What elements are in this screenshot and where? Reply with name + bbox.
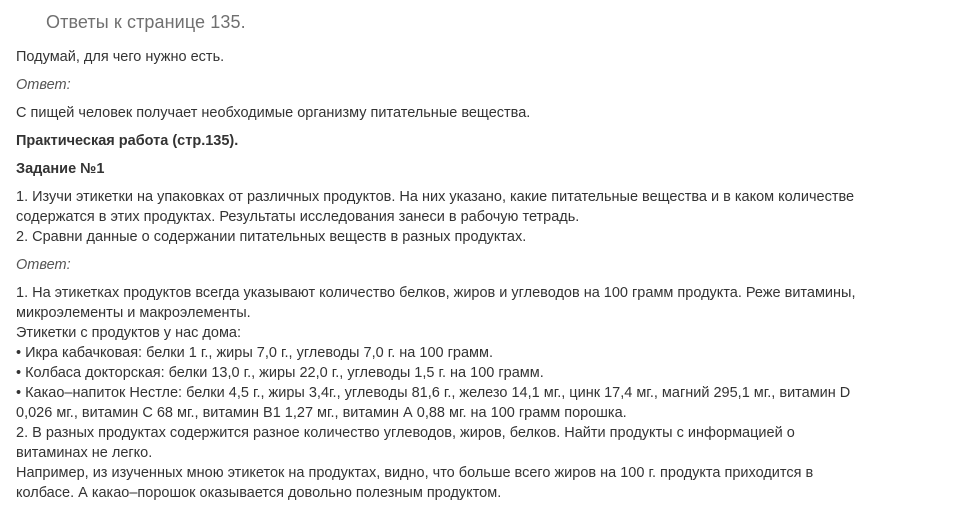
practical-work-heading: Практическая работа (стр.135).	[16, 133, 239, 149]
answer-line: 1. На этикетках продуктов всегда указывают количество белков, жиров и углеводов на 100 грамм продукта. Реже витамины,	[16, 285, 856, 301]
answer-line: микроэлементы и макроэлементы.	[16, 305, 251, 321]
answer-line: колбасе. А какао–порошок оказывается довольно полезным продуктом.	[16, 485, 502, 501]
answer-text: С пищей человек получает необходимые организму питательные вещества.	[16, 105, 531, 121]
article-body	[16, 47, 956, 511]
answer-line: Этикетки с продуктов у нас дома:	[16, 325, 242, 341]
answer-line: 2. В разных продуктах содержится разное количество углеводов, жиров, белков. Найти продукты с информацией о	[16, 425, 795, 441]
answer-label: Ответ:	[16, 257, 71, 273]
task-description	[16, 187, 956, 247]
task-line: 2. Сравни данные о содержании питательных веществ в разных продуктах.	[16, 229, 527, 245]
question-text: Подумай, для чего нужно есть.	[16, 49, 225, 65]
task-line: 1. Изучи этикетки на упаковках от различных продуктов. На них указано, какие питательные вещества и в каком количестве	[16, 189, 855, 205]
answer-label: Ответ:	[16, 77, 71, 93]
list-item: • Какао–напиток Нестле: белки 4,5 г., жиры 3,4г., углеводы 81,6 г., железо 14,1 мг., цинк 17,4 мг., магний 295,1 мг., витамин D	[16, 385, 851, 401]
list-item-continued: 0,026 мг., витамин С 68 мг., витамин В1 1,27 мг., витамин А 0,88 мг. на 100 грамм порошка.	[16, 405, 627, 421]
list-item: • Икра кабачковая: белки 1 г., жиры 7,0 г., углеводы 7,0 г. на 100 грамм.	[16, 345, 493, 361]
answer-description	[16, 283, 956, 503]
list-item: • Колбаса докторская: белки 13,0 г., жиры 22,0 г., углеводы 1,5 г. на 100 грамм.	[16, 365, 544, 381]
answer-line: витаминах не легко.	[16, 445, 153, 461]
answer-line: Например, из изученных мною этикеток на продуктах, видно, что больше всего жиров на 100 г. продукта приходится в	[16, 465, 814, 481]
task-heading: Задание №1	[16, 161, 105, 177]
page-title: Ответы к странице 135.	[46, 12, 246, 32]
task-line: содержатся в этих продуктах. Результаты исследования занеси в рабочую тетрадь.	[16, 209, 580, 225]
